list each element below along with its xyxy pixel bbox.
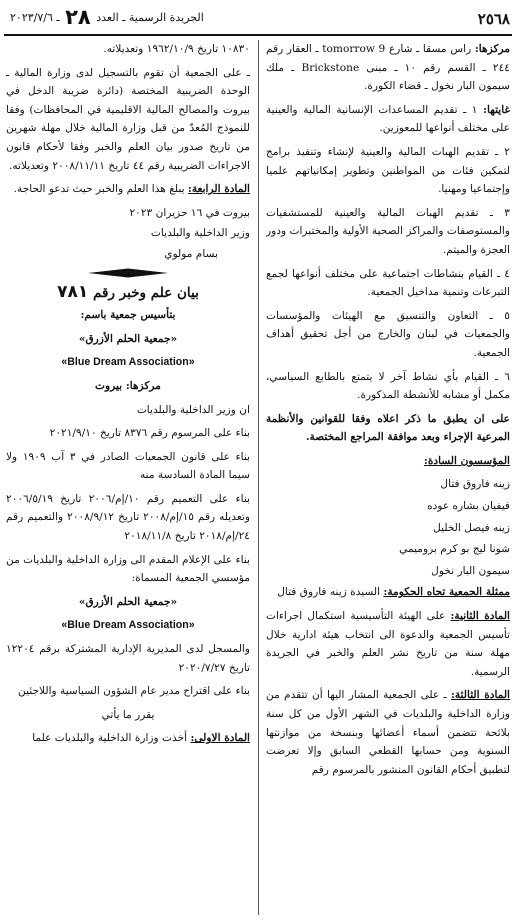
founder-item: زينه فاروق فتال <box>440 478 510 491</box>
association-name-en-2: «Blue Dream Association» <box>61 619 195 632</box>
declaration-title-prefix: بيان علم وخبر رقم <box>93 284 199 301</box>
hq-label: مركزها: <box>474 43 510 55</box>
article-2 <box>266 607 510 681</box>
founder-item: زينه فيصل الخليل <box>433 521 510 534</box>
recital-4: بناء على الإعلام المقدم الى وزارة الداخلية والبلديات من مؤسسي الجمعية المسماة: <box>6 553 250 585</box>
signature-block <box>6 204 250 264</box>
representative-text: السيدة زينه فاروق فتال <box>277 586 384 599</box>
goal-1-text: ١ ـ تقديم المساعدات الإنسانية المالية والعينية على مختلف أنواعها للمعوزين. <box>266 103 510 135</box>
law-reference: ١٠٨٣٠ تاريخ ١٩٦٢/١٠/٩ وتعديلاته. <box>103 43 250 55</box>
decides-heading: يقرر ما يأتي <box>101 708 155 721</box>
founders-list <box>266 475 510 580</box>
article-3-label: المادة الثالثة: <box>450 689 510 702</box>
declaration-title <box>6 283 250 303</box>
recital-2: بناء على قانون الجمعيات الصادر في ٣ آب ١٩٠٩ ولا سيما المادة السادسة منه <box>6 450 250 482</box>
sign-name: بسام مولوي <box>164 247 218 260</box>
goal-4: ٤ ـ القيام بنشاطات اجتماعية على مختلف أنواعها لجمع التبرعات وتنمية مداخيل الجمعية. <box>266 267 510 299</box>
declaration-number: ٧٨١ <box>57 281 89 302</box>
association-name-ar-2: «جمعية الحلم الأزرق» <box>78 595 178 608</box>
declaration-subtitle: بتأسيس جمعية باسم: <box>80 309 176 322</box>
association-name-ar: «جمعية الحلم الأزرق» <box>78 332 178 345</box>
founder-item: فيفيان بشاره عوده <box>427 500 510 513</box>
goal-6: ٦ ـ القيام بأي نشاط آخر لا يتمتع بالطابع السياسي، مكمل أو مشابه للأنشطة المذكورة. <box>266 370 510 402</box>
founder-item: شونا ليج بو كرم بروميمي <box>399 543 510 556</box>
article-4-text: يبلغ هذا العلم والخبر حيث تدعو الحاجة. <box>13 183 188 196</box>
proposal-clause: بناء على اقتراح مدير عام الشؤون السياسية واللاجئين <box>18 685 250 698</box>
article-4 <box>6 180 250 199</box>
article-2-text: على الهيئة التأسيسية استكمال اجراءات تأسيس الجمعية والدعوة الى انتخاب هيئة ادارية خلال مهلة سنة من تاريخ نشر العلم والخبر في الجريدة الرسمية. <box>266 610 510 678</box>
article-2-label: المادة الثانية: <box>450 610 510 623</box>
goal-3: ٣ ـ تقديم الهبات المالية والعينية للمستشفيات والمستوصفات والمراكز الصحية الأولية والمختبرات ودور العجزة والميتم. <box>266 206 510 256</box>
compliance-clause: على ان يطبق ما ذكر اعلاه وفقا للقوانين والأنظمة المرعية الإجراء وبعد موافقة المراجع المختصة. <box>266 412 510 444</box>
recital-1: بناء على المرسوم رقم ٨٣٧٦ تاريخ ٢٠٢١/٩/١٠ <box>49 427 250 440</box>
article-1-text: أخذت وزارة الداخلية والبلديات علما <box>32 732 191 745</box>
sign-title: وزير الداخلية والبلديات <box>150 227 250 240</box>
hq-paragraph <box>266 40 510 96</box>
goal-2: ٢ ـ تقديم الهبات المالية والعينية لإنشاء وتنفيذ برامج لتمكين فئات من المواطنين وتطوير إمكانياتهم علميا وإجتماعيا ومهنيا. <box>266 145 510 196</box>
hq-text: راس مسقا ـ شارع tomorrow 9 ـ العقار رقم ٢٤٤ ـ القسم رقم ١٠ ـ مبنى Brickstone ـ ملك سيمون البار نخول ـ قضاء الكورة. <box>266 43 510 93</box>
issue-date: ـ ٢٠٢٣/٧/٦ <box>10 11 60 24</box>
goal-5: ٥ ـ التعاون والتنسيق مع الهيئات والمؤسسات والجمعيات في لبنان والخارج من أجل تحقيق أهداف الجمعية. <box>266 309 510 359</box>
representative-paragraph <box>266 583 510 602</box>
publication-info <box>10 5 204 29</box>
tax-registration-clause: ـ على الجمعية أن تقوم بالتسجيل لدى وزارة المالية ـ الوحدة الضريبية المختصة (دائرة ضريبة الدخل في بيروت والمصالح المالية الاقليمية في المحافظات) وفقا للنموذج المُعدّ من قبل وزارة المالية خلال مهلة شهرين من تاريخ صدور بيان العلم والخبر وفقا لأحكام قانون الاجراءات الضريبية رقم ٤٤ تاريخ ٢٠٠٨/١١/١١ وتعديلاته. <box>6 66 250 172</box>
goal-1 <box>266 101 510 138</box>
article-1 <box>6 729 250 748</box>
article-4-label: المادة الرابعة: <box>187 183 250 196</box>
goals-label: غايتها: <box>483 103 510 116</box>
page-header <box>4 4 512 36</box>
article-1-label: المادة الاولى: <box>190 732 250 745</box>
sign-place-date: بيروت في ١٦ حزيران ٢٠٢٣ <box>129 206 250 219</box>
right-column <box>266 40 510 917</box>
separator-ornament-icon <box>88 268 168 278</box>
column-divider <box>258 40 259 915</box>
recital-3: بناء على التعميم رقم ١٠/إم/٢٠٠٦ تاريخ ٢٠٠٦/٥/١٩ وتعديله رقم ١٥/إم/٢٠٠٨ تاريخ ٢٠٠٨/٩/١٢ والتعميم رقم ٢٤/إم/٢٠١٨ تاريخ ٢٠١٨/١١/٨ <box>6 492 250 543</box>
representative-label: ممثلة الجمعية تجاه الحكومة: <box>383 586 510 599</box>
article-3-text: ـ على الجمعية المشار اليها أن تتقدم من وزارة الداخلية والبلديات في الشهر الأول من كل سنة بلائحة تتضمن أسماء أعضائها وبنسخة من موازنتها السنوية ومن حسابها القطعي السابق وإلا تعرضت لتطبيق أحكام القانون المنشور بالمرسوم رقم <box>266 689 510 776</box>
registration-clause: والمسجل لدى المديرية الإدارية المشتركة برقم ١٢٢٠٤ تاريخ ٢٠٢٠/٧/٢٧ <box>6 643 250 674</box>
association-name-en: «Blue Dream Association» <box>61 356 195 369</box>
issue-number: ٢٨ <box>65 5 91 29</box>
minister-intro: ان وزير الداخلية والبلديات <box>136 403 250 416</box>
article-3 <box>266 686 510 779</box>
publication-name: الجريدة الرسمية ـ العدد <box>96 11 204 24</box>
founders-heading: المؤسسون السادة: <box>423 454 510 467</box>
left-column <box>6 40 250 917</box>
section-separator <box>6 268 250 278</box>
association-hq: مركزها: بيروت <box>95 379 161 392</box>
page-number: ٢٥٦٨ <box>477 10 510 28</box>
founder-item: سيمون البار نخول <box>431 564 510 577</box>
